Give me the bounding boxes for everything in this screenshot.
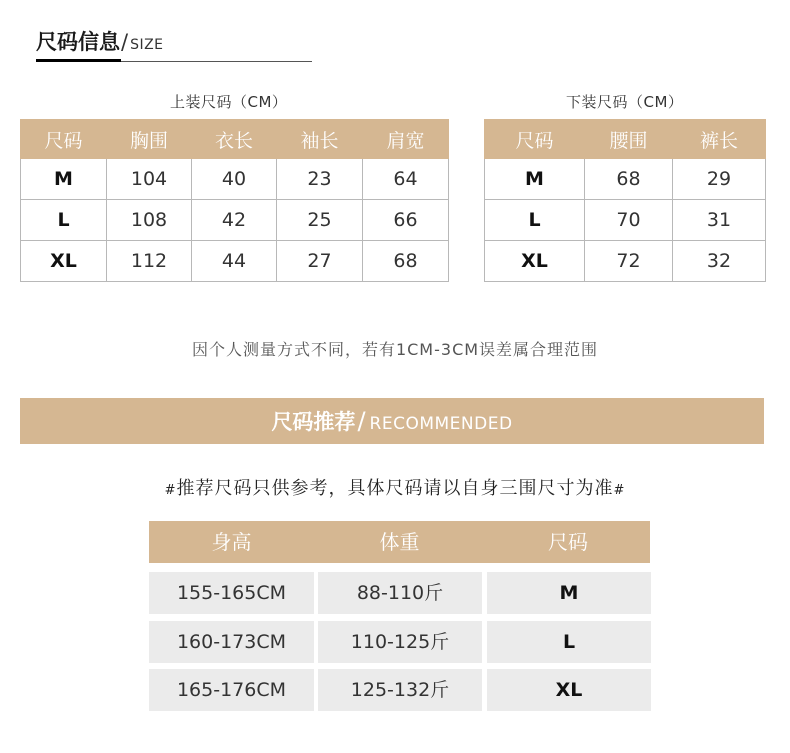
- table-cell: 27: [277, 241, 363, 282]
- recommend-slash: /: [357, 407, 366, 435]
- recommend-subtitle: RECOMMENDED: [369, 414, 513, 434]
- table-cell: 44: [192, 241, 277, 282]
- size-label: L: [485, 200, 585, 241]
- bottom-size-table: [484, 119, 766, 282]
- size-label: XL: [485, 241, 585, 282]
- table-header-row: [21, 120, 449, 159]
- table-cell: 42: [192, 200, 277, 241]
- height-cell: 160-173CM: [149, 621, 314, 663]
- column-header: 衣长: [192, 120, 277, 159]
- table-cell: 64: [363, 159, 449, 200]
- table-row: [21, 241, 449, 282]
- size-cell: M: [487, 572, 651, 614]
- column-header-height: 身高: [211, 530, 252, 554]
- table-cell: 72: [585, 241, 673, 282]
- column-header: 胸围: [107, 120, 192, 159]
- table-cell: 112: [107, 241, 192, 282]
- bottom-table-caption: 下装尺码（CM）: [566, 93, 684, 111]
- top-table-caption: 上装尺码（CM）: [170, 93, 288, 111]
- table-cell: 104: [107, 159, 192, 200]
- table-cell: 68: [363, 241, 449, 282]
- title-underline-thick: [36, 59, 121, 62]
- size-cell: XL: [487, 669, 651, 711]
- table-cell: 23: [277, 159, 363, 200]
- size-label: XL: [21, 241, 107, 282]
- table-row: [485, 241, 766, 282]
- table-header-row: [485, 120, 766, 159]
- measurement-note: 因个人测量方式不同，若有1CM-3CM误差属合理范围: [191, 340, 599, 359]
- size-label: M: [21, 159, 107, 200]
- hash-mark-right: #: [613, 483, 626, 498]
- column-header-weight: 体重: [379, 530, 420, 554]
- weight-cell: 88-110斤: [318, 572, 482, 614]
- recommend-instruction: [0, 474, 790, 500]
- table-cell: 66: [363, 200, 449, 241]
- table-cell: 70: [585, 200, 673, 241]
- recommend-title: 尺码推荐: [271, 410, 356, 434]
- weight-cell: 125-132斤: [318, 669, 482, 711]
- hash-mark-left: #: [164, 483, 177, 498]
- column-header: 肩宽: [363, 120, 449, 159]
- table-cell: 32: [673, 241, 766, 282]
- table-cell: 108: [107, 200, 192, 241]
- column-header: 尺码: [21, 120, 107, 159]
- table-cell: 31: [673, 200, 766, 241]
- section-title-size: [36, 26, 164, 56]
- table-row: [21, 159, 449, 200]
- height-cell: 155-165CM: [149, 572, 314, 614]
- title-en: SIZE: [130, 37, 164, 53]
- column-header-size: 尺码: [548, 530, 588, 554]
- table-cell: 29: [673, 159, 766, 200]
- top-size-table: [20, 119, 449, 282]
- title-zh: 尺码信息: [36, 30, 120, 54]
- table-cell: 40: [192, 159, 277, 200]
- column-header: 裤长: [673, 120, 766, 159]
- title-underline-thin: [121, 61, 312, 62]
- table-row: [485, 159, 766, 200]
- column-header: 袖长: [277, 120, 363, 159]
- size-label: M: [485, 159, 585, 200]
- size-label: L: [21, 200, 107, 241]
- table-row: [21, 200, 449, 241]
- table-cell: 25: [277, 200, 363, 241]
- column-header: 尺码: [485, 120, 585, 159]
- size-cell: L: [487, 621, 651, 663]
- recommend-table-header: [149, 521, 650, 563]
- table-row: [485, 200, 766, 241]
- weight-cell: 110-125斤: [318, 621, 482, 663]
- table-cell: 68: [585, 159, 673, 200]
- title-slash: /: [121, 30, 129, 54]
- column-header: 腰围: [585, 120, 673, 159]
- height-cell: 165-176CM: [149, 669, 314, 711]
- instruction-text: 推荐尺码只供参考，具体尺码请以自身三围尺寸为准: [176, 478, 614, 499]
- recommend-banner: [20, 398, 764, 444]
